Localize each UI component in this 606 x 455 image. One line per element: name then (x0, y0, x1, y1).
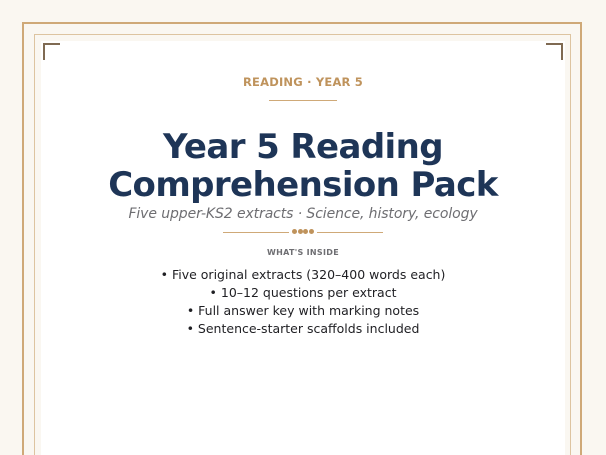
contents-list (41, 266, 565, 338)
title-line-2: Comprehension Pack (108, 165, 498, 205)
list-item: • 10–12 questions per extract (209, 285, 397, 300)
divider-dot (298, 229, 303, 234)
subtitle: Five upper-KS2 extracts · Science, history, ecology (128, 206, 478, 222)
divider-dot (292, 229, 297, 234)
cover-content (41, 41, 565, 354)
list-item: • Full answer key with marking notes (186, 303, 420, 318)
divider-dots (292, 229, 314, 235)
divider-dot (303, 229, 308, 234)
divider-line-right (317, 232, 383, 233)
page-title (41, 128, 565, 204)
kicker-rule (269, 100, 337, 101)
divider-dot (309, 229, 314, 234)
title-line-1: Year 5 Reading (163, 127, 443, 167)
list-item: • Five original extracts (320–400 words each) (160, 267, 446, 282)
ornamental-divider (223, 228, 383, 236)
divider-line-left (223, 232, 289, 233)
section-label-whats-inside: WHAT'S INSIDE (267, 248, 339, 257)
list-item: • Sentence-starter scaffolds included (186, 321, 420, 336)
subject-kicker: READING · YEAR 5 (242, 75, 364, 89)
